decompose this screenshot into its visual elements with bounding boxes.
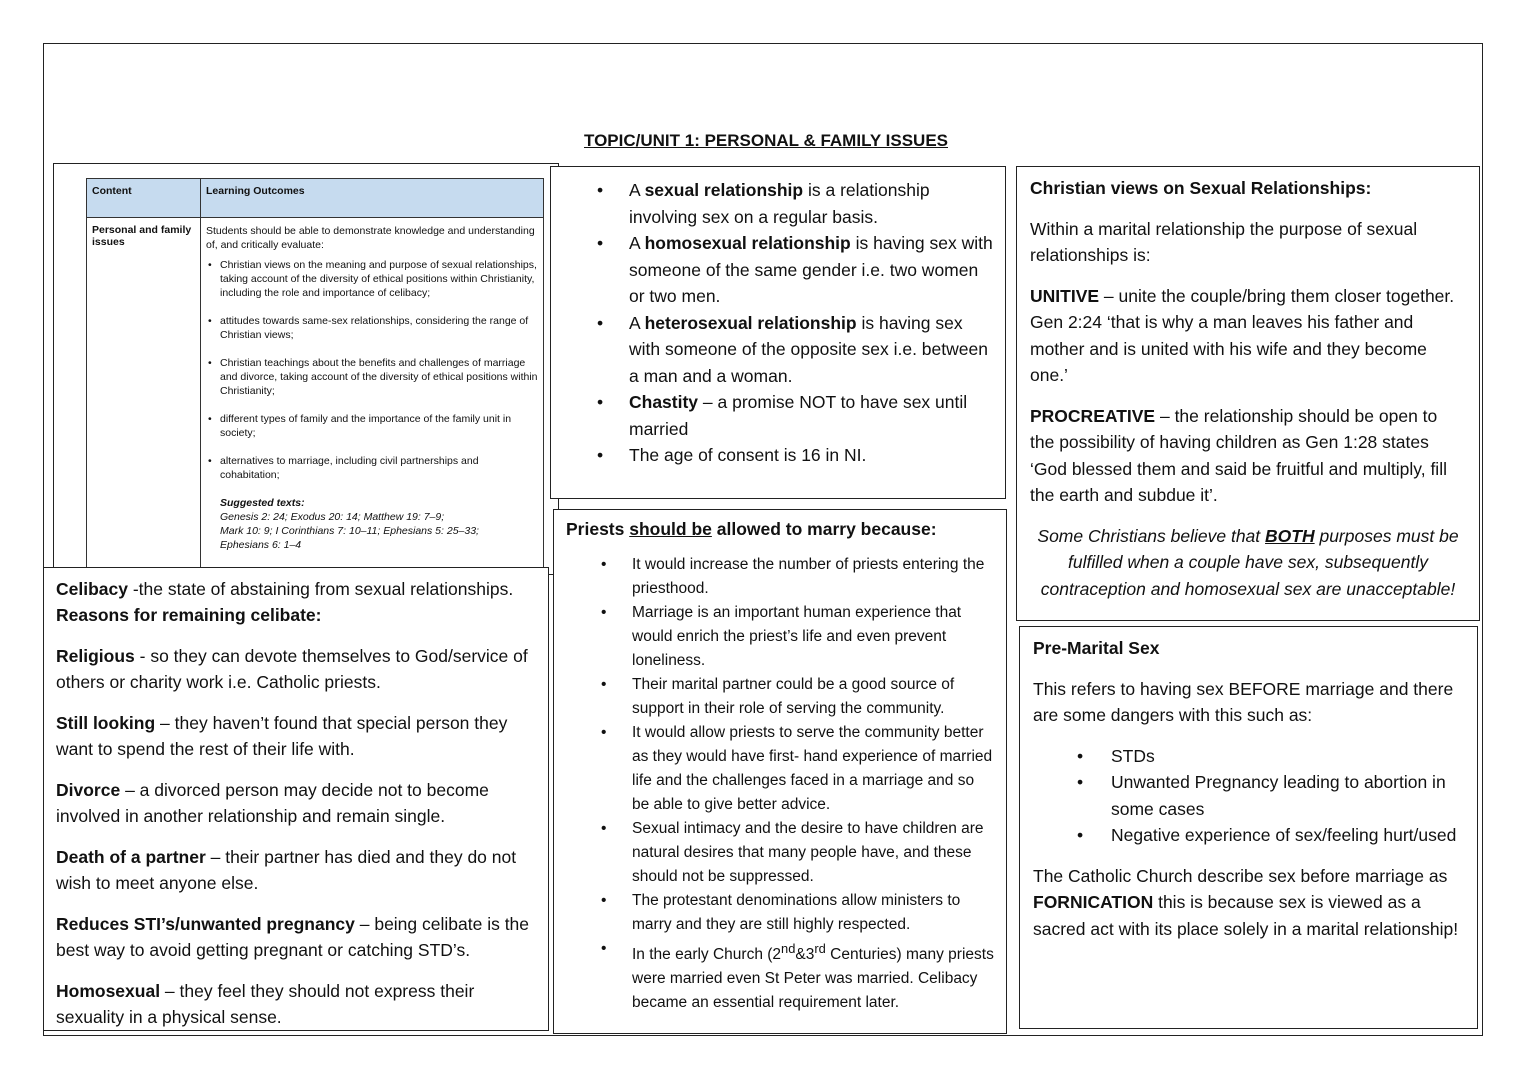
celibacy-panel bbox=[43, 567, 549, 1031]
list-item: • Unwanted Pregnancy leading to abortion in some cases bbox=[1063, 769, 1464, 822]
unitive-paragraph bbox=[1030, 283, 1466, 389]
definition-text: is a relationship involving sex on a regular basis. bbox=[629, 180, 930, 227]
list-item: • Negative experience of sex/feeling hurt/used bbox=[1063, 822, 1464, 849]
ordinal-suffix: nd bbox=[781, 941, 796, 956]
page-title: TOPIC/UNIT 1: PERSONAL & FAMILY ISSUES bbox=[584, 131, 948, 150]
definition-text: – a promise NOT to have sex until married bbox=[629, 392, 968, 439]
list-item: • The protestant denominations allow ministers to marry and they are still highly respected. bbox=[566, 889, 994, 937]
definition-term: Chastity bbox=[629, 392, 699, 412]
reason-item bbox=[56, 911, 536, 963]
suggested-line: Mark 10: 9; I Corinthians 7: 10–11; Ephesians 5: 25–33; bbox=[220, 525, 479, 537]
priests-heading bbox=[566, 517, 994, 541]
list-item bbox=[595, 442, 993, 469]
reason-term: Divorce bbox=[56, 780, 121, 800]
header-content: Content bbox=[87, 179, 201, 217]
list-item: • It would increase the number of priests entering the priesthood. bbox=[566, 553, 994, 601]
point-text: &3 bbox=[795, 946, 815, 964]
definitions-panel bbox=[550, 166, 1006, 499]
procreative-paragraph bbox=[1030, 403, 1466, 509]
list-item: • alternatives to marriage, including civil partnerships and cohabitation; bbox=[206, 454, 538, 482]
reason-item bbox=[56, 844, 536, 896]
row-label: Personal and family issues bbox=[87, 218, 201, 575]
heading-part: Priests bbox=[566, 519, 630, 539]
definition-term: homosexual relationship bbox=[644, 233, 851, 253]
list-item: • Marriage is an important human experience that would enrich the priest’s life and even prevent loneliness. bbox=[566, 601, 994, 673]
outcomes-intro: Students should be able to demonstrate knowledge and understanding of, and critically evaluate: bbox=[206, 225, 535, 251]
specification-table bbox=[86, 178, 544, 575]
list-item bbox=[595, 310, 993, 390]
reason-item bbox=[56, 710, 536, 762]
priests-list bbox=[566, 553, 994, 1015]
definition-pre: A bbox=[629, 180, 645, 200]
learning-outcomes-cell bbox=[201, 218, 543, 575]
definition-text: is having sex with someone of the opposite sex i.e. between a man and a woman. bbox=[629, 312, 988, 386]
list-item bbox=[595, 230, 993, 310]
christian-views-panel bbox=[1016, 166, 1480, 621]
list-item: • Their marital partner could be a good source of support in their role of serving the community. bbox=[566, 673, 994, 721]
views-heading: Christian views on Sexual Relationships: bbox=[1030, 178, 1372, 198]
table-header-row bbox=[87, 179, 543, 218]
reason-text: – their partner has died and they do not wish to meet anyone else. bbox=[56, 847, 517, 893]
premarital-outro bbox=[1033, 863, 1464, 943]
unitive-text: – unite the couple/bring them closer together. Gen 2:24 ‘that is why a man leaves his father and mother and is united with his wife and they become one.’ bbox=[1030, 285, 1455, 385]
outro-term: FORNICATION bbox=[1033, 892, 1154, 912]
reason-item bbox=[56, 777, 536, 829]
reason-text: – they feel they should not express their sexuality in a physical sense. bbox=[56, 981, 475, 1027]
list-item: • attitudes towards same-sex relationships, considering the range of Christian views; bbox=[206, 314, 538, 342]
reason-text: – a divorced person may decide not to become involved in another relationship and remain single. bbox=[56, 780, 489, 826]
priests-panel bbox=[553, 509, 1007, 1034]
suggested-texts bbox=[220, 496, 538, 552]
definition-term: sexual relationship bbox=[644, 180, 804, 200]
premarital-intro: This refers to having sex BEFORE marriage and there are some dangers with this such as: bbox=[1033, 678, 1454, 725]
procreative-text: – the relationship should be open to the possibility of having children as Gen 1:28 states ‘God blessed them and said be fruitful and multiply, fill the earth and subdue it’. bbox=[1030, 405, 1447, 505]
premarital-heading: Pre-Marital Sex bbox=[1033, 638, 1160, 658]
specification-panel bbox=[53, 163, 559, 575]
reason-text: - so they can devote themselves to God/service of others or charity work i.e. Catholic priests. bbox=[56, 646, 528, 692]
definition-pre: A bbox=[629, 312, 645, 333]
point-text: In the early Church (2 bbox=[632, 946, 782, 964]
point-text: Centuries) many priests were married even St Peter was married. Celibacy became an essential requirement later. bbox=[632, 946, 994, 1012]
table-row bbox=[87, 218, 543, 575]
unitive-term: UNITIVE bbox=[1030, 285, 1100, 306]
reason-item bbox=[56, 643, 536, 695]
reason-term: Death of a partner bbox=[56, 847, 206, 867]
heading-emphasis: should be bbox=[629, 519, 712, 539]
procreative-term: PROCREATIVE bbox=[1030, 405, 1156, 426]
reasons-heading: Reasons for remaining celibate: bbox=[56, 605, 322, 625]
list-item: • Christian views on the meaning and purpose of sexual relationships, taking account of the diversity of ethical positions within Christianity, including the role and importance of celibacy; bbox=[206, 258, 538, 300]
outro-text: The Catholic Church describe sex before marriage as bbox=[1033, 865, 1448, 886]
reason-term: Homosexual bbox=[56, 981, 161, 1001]
reason-term: Religious bbox=[56, 646, 135, 666]
list-item bbox=[595, 177, 993, 230]
outcomes-list bbox=[206, 258, 538, 482]
reason-text: – they haven’t found that special person they want to spend the rest of their life with. bbox=[56, 713, 508, 759]
suggested-line: Ephesians 6: 1–4 bbox=[220, 539, 302, 551]
list-item bbox=[595, 389, 993, 442]
note-emphasis: BOTH bbox=[1265, 525, 1315, 546]
dangers-list bbox=[1063, 743, 1464, 849]
definition-pre: The age of consent is 16 in NI. bbox=[629, 445, 867, 465]
definition-term: heterosexual relationship bbox=[644, 312, 857, 333]
definition-text: is having sex with someone of the same gender i.e. two women or two men. bbox=[629, 233, 993, 306]
views-note bbox=[1030, 523, 1466, 603]
list-item: • Sexual intimacy and the desire to have children are natural desires that many people have, and these should not be suppressed. bbox=[566, 817, 994, 889]
list-item bbox=[566, 937, 994, 1015]
list-item: • STDs bbox=[1063, 743, 1464, 770]
note-text: purposes must be fulfilled when a couple have sex, subsequently contraception and homosexual sex are unacceptable! bbox=[1040, 525, 1459, 599]
reason-term: Still looking bbox=[56, 713, 156, 733]
celibacy-term: Celibacy bbox=[56, 579, 128, 599]
suggested-label: Suggested texts: bbox=[220, 497, 305, 509]
outro-text: this is because sex is viewed as a sacred act with its place solely in a marital relationship! bbox=[1033, 892, 1459, 939]
celibacy-definition: -the state of abstaining from sexual relationships. bbox=[127, 579, 514, 599]
suggested-line: Genesis 2: 24; Exodus 20: 14; Matthew 19: 7–9; bbox=[220, 511, 445, 523]
ordinal-suffix: rd bbox=[814, 941, 826, 956]
note-text: Some Christians believe that bbox=[1037, 525, 1266, 546]
list-item: • It would allow priests to serve the community better as they would have first- hand experience of married life and the challenges faced in a marriage and so be able to give better advice. bbox=[566, 721, 994, 817]
list-item: • different types of family and the importance of the family unit in society; bbox=[206, 412, 538, 440]
premarital-panel bbox=[1019, 626, 1478, 1029]
definitions-list bbox=[595, 177, 993, 469]
reason-item bbox=[56, 978, 536, 1030]
reason-text: – being celibate is the best way to avoid getting pregnant or catching STD’s. bbox=[56, 914, 530, 960]
views-intro: Within a marital relationship the purpose of sexual relationships is: bbox=[1030, 218, 1418, 265]
heading-part: allowed to marry because: bbox=[711, 519, 937, 539]
reason-term: Reduces STI’s/unwanted pregnancy bbox=[56, 914, 355, 934]
header-learning-outcomes: Learning Outcomes bbox=[206, 185, 305, 197]
list-item: • Christian teachings about the benefits and challenges of marriage and divorce, taking account of the diversity of ethical positions within Christianity; bbox=[206, 356, 538, 398]
definition-pre: A bbox=[629, 233, 645, 253]
